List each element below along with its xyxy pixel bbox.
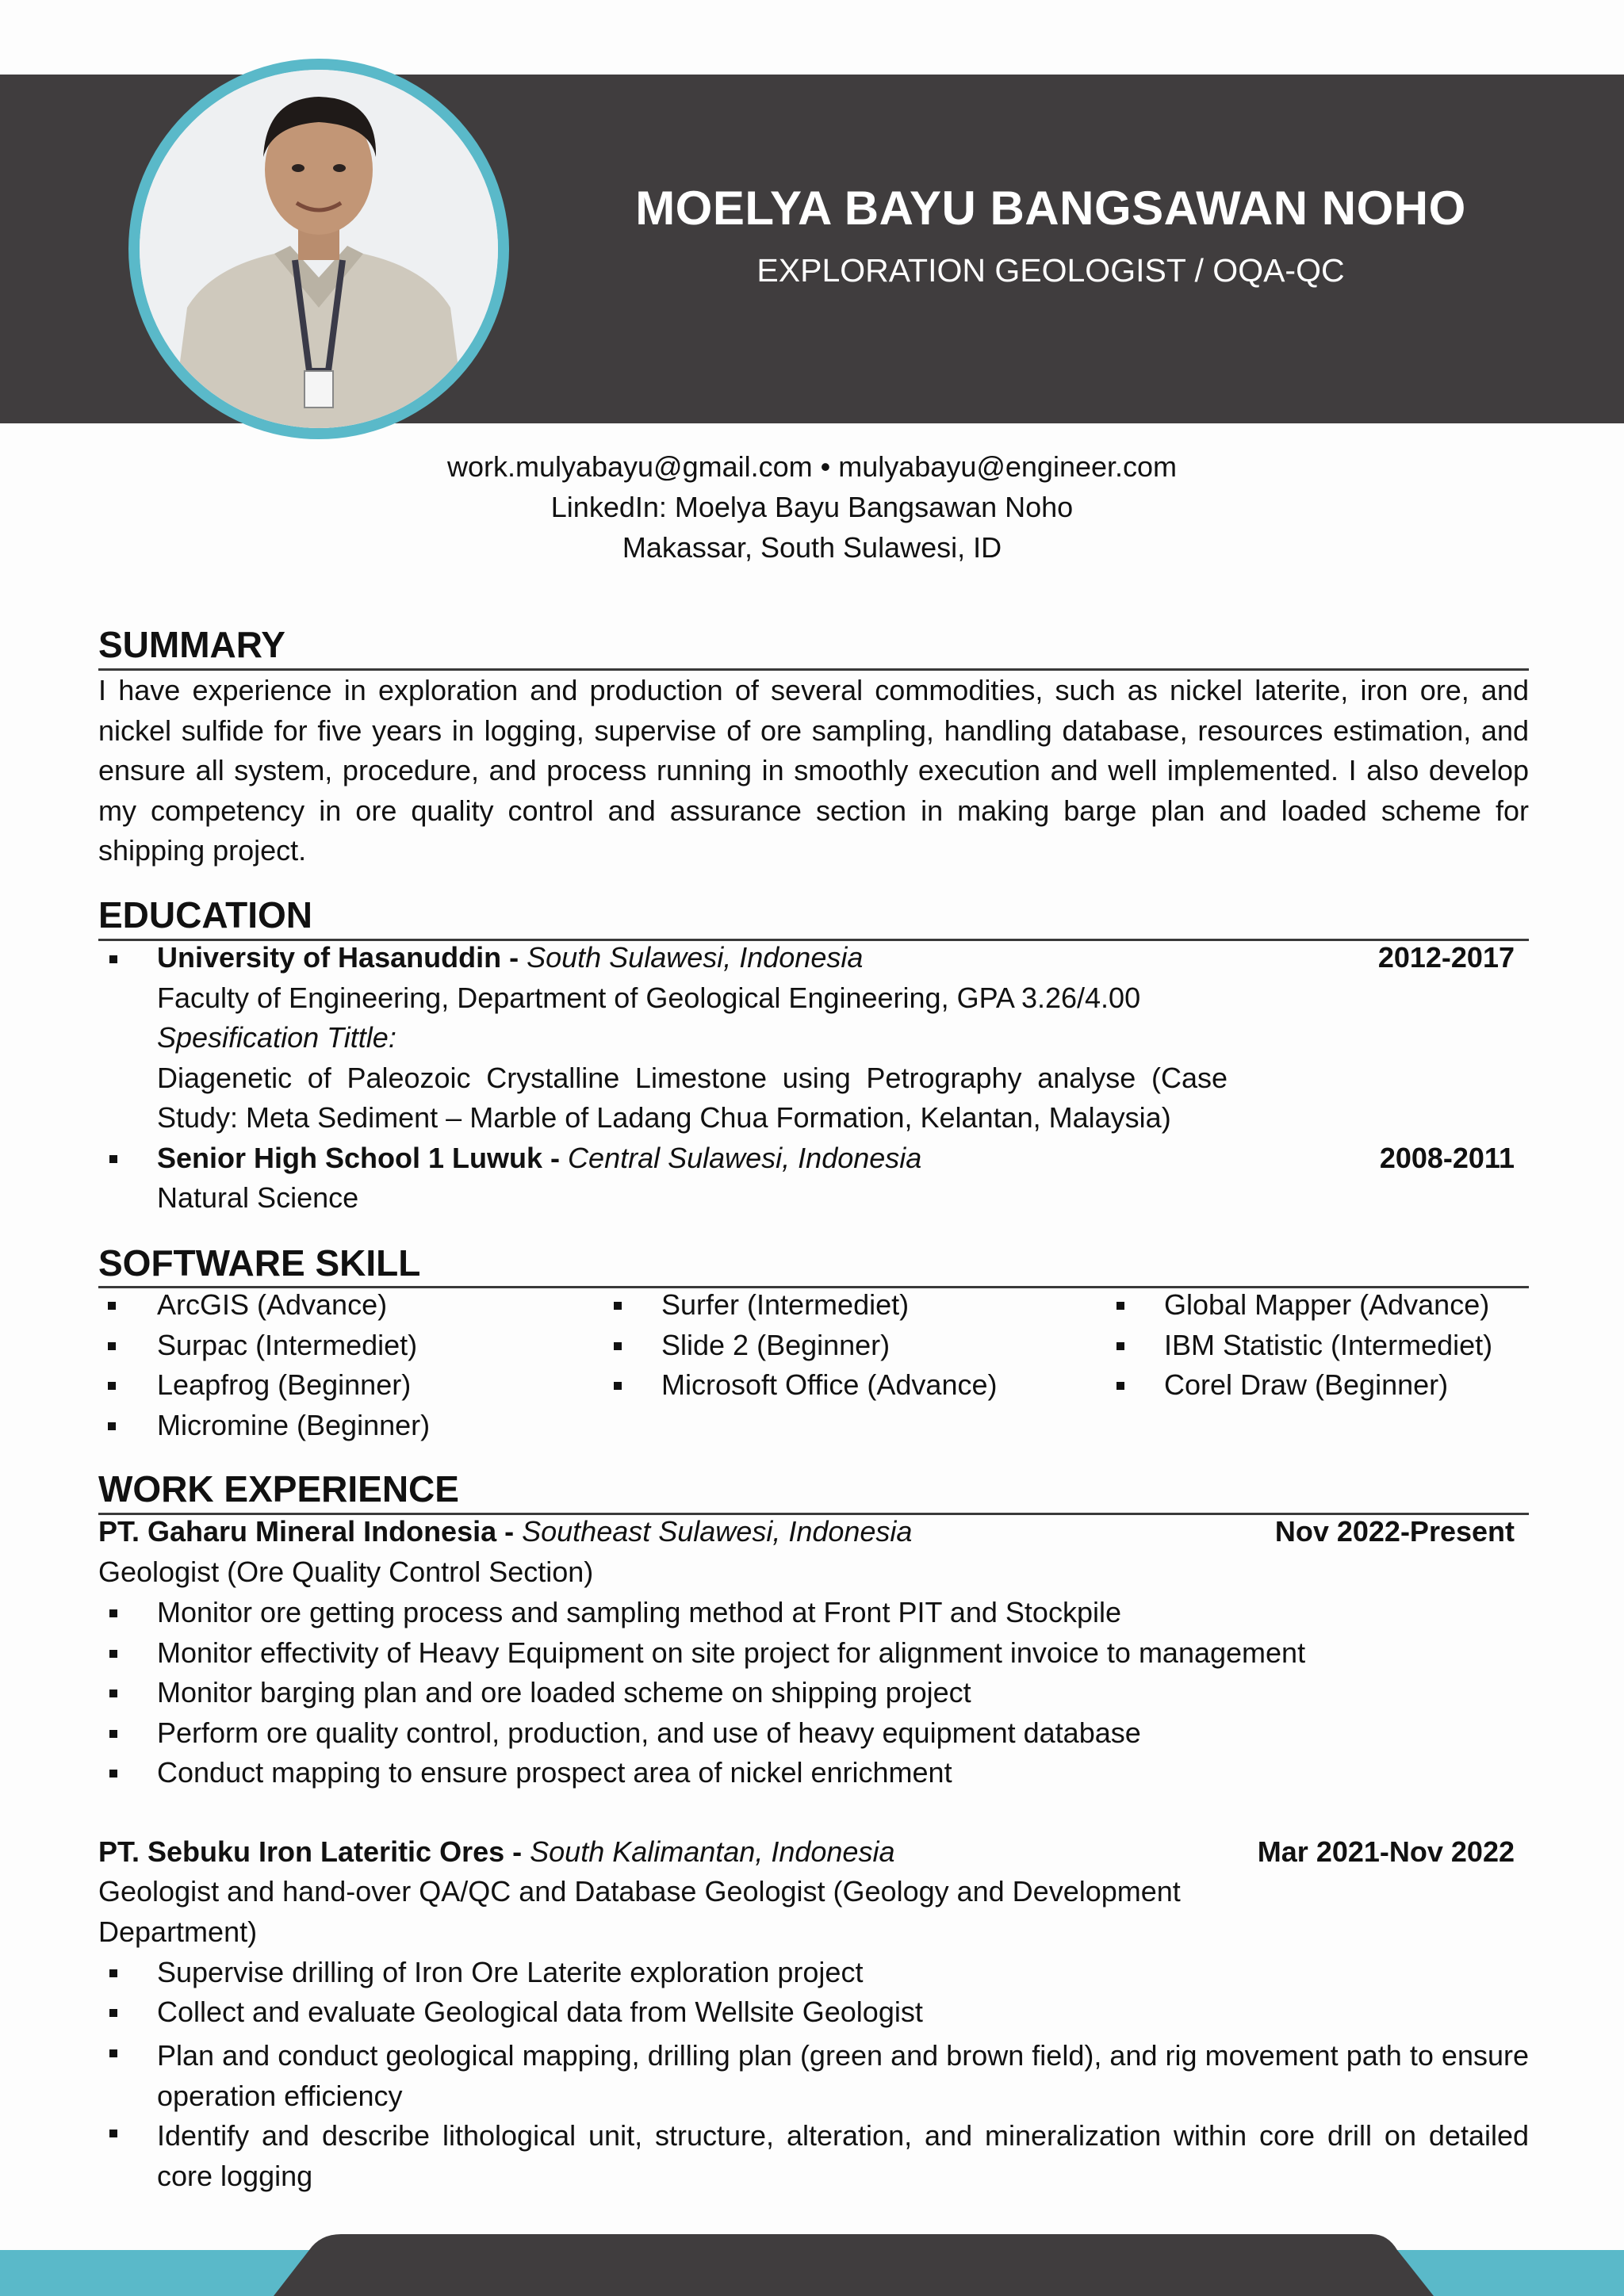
avatar — [140, 70, 498, 428]
education-title: EDUCATION — [98, 894, 313, 936]
bullet-icon — [108, 1302, 116, 1310]
work-title: WORK EXPERIENCE — [98, 1468, 459, 1510]
job-2-role-line1: Geologist and hand-over QA/QC and Database Geologist (Geology and Development — [98, 1875, 1181, 1908]
bullet-icon — [614, 1302, 622, 1310]
job-1-bullet: Monitor effectivity of Heavy Equipment on site project for alignment invoice to management — [157, 1636, 1306, 1669]
bullet-icon — [1116, 1382, 1124, 1390]
bullet-icon — [108, 1342, 116, 1350]
school-name: Senior High School 1 Luwuk — [157, 1142, 543, 1174]
job-1-bullet: Conduct mapping to ensure prospect area of nickel enrichment — [157, 1756, 952, 1789]
bullet-icon — [108, 1382, 116, 1390]
summary-text: I have experience in exploration and production of several commodities, such as nickel laterite, iron ore, and nickel sulfide for five years in logging, supervise of ore sampling, handling database, resources estimation, and ensure all system, procedure, and process running in smoothly execution and well implemented. I also develop my competency in ore quality control and assurance section in making barge plan and loaded scheme for shipping project. — [98, 674, 1529, 867]
education-item-2-line1: Natural Science — [157, 1181, 359, 1214]
education-item-2-years: 2008-2011 — [1379, 1142, 1515, 1174]
job-1-role: Geologist (Ore Quality Control Section) — [98, 1556, 594, 1588]
company-place: South Kalimantan, Indonesia — [530, 1835, 895, 1868]
job-1-heading — [98, 1515, 912, 1548]
bullet-icon — [109, 1650, 117, 1658]
bullet-icon — [109, 2130, 117, 2137]
education-item-1-years: 2012-2017 — [1377, 941, 1515, 974]
avatar-photo-icon — [140, 70, 498, 428]
bullet-icon — [109, 955, 117, 963]
separator: - — [542, 1142, 569, 1174]
bullet-icon — [1116, 1302, 1124, 1310]
education-item-2-heading — [157, 1142, 921, 1175]
education-item-1-line3: Diagenetic of Paleozoic Crystalline Limestone using Petrography analyse (Case — [157, 1062, 1228, 1094]
software-item: Corel Draw (Beginner) — [1164, 1368, 1449, 1401]
bullet-icon — [109, 1969, 117, 1977]
job-2-bullet: Supervise drilling of Iron Ore Laterite exploration project — [157, 1956, 864, 1988]
software-item: Slide 2 (Beginner) — [661, 1329, 891, 1361]
software-title: SOFTWARE SKILL — [98, 1242, 421, 1284]
software-item: Micromine (Beginner) — [157, 1409, 431, 1441]
software-item: Global Mapper (Advance) — [1164, 1288, 1490, 1321]
separator: - — [496, 1515, 523, 1548]
school-place: South Sulawesi, Indonesia — [527, 941, 864, 974]
bullet-icon — [109, 1609, 117, 1617]
software-item: Microsoft Office (Advance) — [661, 1368, 998, 1401]
separator: - — [504, 1835, 530, 1868]
company-place: Southeast Sulawesi, Indonesia — [522, 1515, 913, 1548]
job-2-bullet: Collect and evaluate Geological data from Wellsite Geologist — [157, 1996, 923, 2028]
bullet-icon — [1116, 1342, 1124, 1350]
software-item: Leapfrog (Beginner) — [157, 1368, 412, 1401]
education-item-1-line1: Faculty of Engineering, Department of Geological Engineering, GPA 3.26/4.00 — [157, 982, 1141, 1014]
education-item-1-line4: Study: Meta Sediment – Marble of Ladang Chua Formation, Kelantan, Malaysia) — [157, 1101, 1171, 1134]
separator: - — [501, 941, 527, 974]
job-2-bullet: Identify and describe lithological unit, structure, alteration, and mineralization within core drill on detailed core logging — [157, 2119, 1529, 2192]
contact-emails[interactable]: work.mulyabayu@gmail.com • mulyabayu@engineer.com — [446, 450, 1178, 483]
job-1-bullet: Perform ore quality control, production, and use of heavy equipment database — [157, 1716, 1141, 1749]
summary-title: SUMMARY — [98, 624, 285, 665]
software-item: IBM Statistic (Intermediet) — [1164, 1329, 1493, 1361]
bullet-icon — [109, 2009, 117, 2017]
school-place: Central Sulawesi, Indonesia — [568, 1142, 922, 1174]
education-item-1-line2: Spesification Tittle: — [157, 1021, 396, 1054]
footer-teal-band — [0, 2250, 1624, 2296]
software-item: Surpac (Intermediet) — [157, 1329, 418, 1361]
company-name: PT. Gaharu Mineral Indonesia — [98, 1515, 497, 1548]
job-2-heading — [98, 1835, 894, 1869]
job-1-period: Nov 2022-Present — [1274, 1515, 1515, 1548]
job-2-bullet: Plan and conduct geological mapping, drilling plan (green and brown field), and rig movement path to ensure operation efficiency — [157, 2039, 1529, 2112]
education-item-1-heading — [157, 941, 863, 974]
job-2-role-line2: Department) — [98, 1915, 258, 1948]
bullet-icon — [109, 1155, 117, 1163]
bullet-icon — [109, 2049, 117, 2057]
bullet-icon — [109, 1770, 117, 1777]
bullet-icon — [108, 1422, 116, 1430]
bullet-icon — [614, 1382, 622, 1390]
school-name: University of Hasanuddin — [157, 941, 502, 974]
software-item: Surfer (Intermediet) — [661, 1288, 910, 1321]
contact-linkedin[interactable]: LinkedIn: Moelya Bayu Bangsawan Noho — [550, 491, 1074, 523]
bullet-icon — [109, 1689, 117, 1697]
company-name: PT. Sebuku Iron Lateritic Ores — [98, 1835, 505, 1868]
job-title: EXPLORATION GEOLOGIST / OQA-QC — [756, 252, 1345, 289]
contact-location: Makassar, South Sulawesi, ID — [622, 531, 1002, 564]
bullet-icon — [614, 1342, 622, 1350]
job-1-bullet: Monitor ore getting process and sampling method at Front PIT and Stockpile — [157, 1596, 1121, 1628]
bullet-icon — [109, 1730, 117, 1738]
job-2-period: Mar 2021-Nov 2022 — [1257, 1835, 1515, 1868]
job-1-bullet: Monitor barging plan and ore loaded scheme on shipping project — [157, 1676, 971, 1709]
software-item: ArcGIS (Advance) — [157, 1288, 388, 1321]
candidate-name: MOELYA BAYU BANGSAWAN NOHO — [635, 182, 1466, 235]
